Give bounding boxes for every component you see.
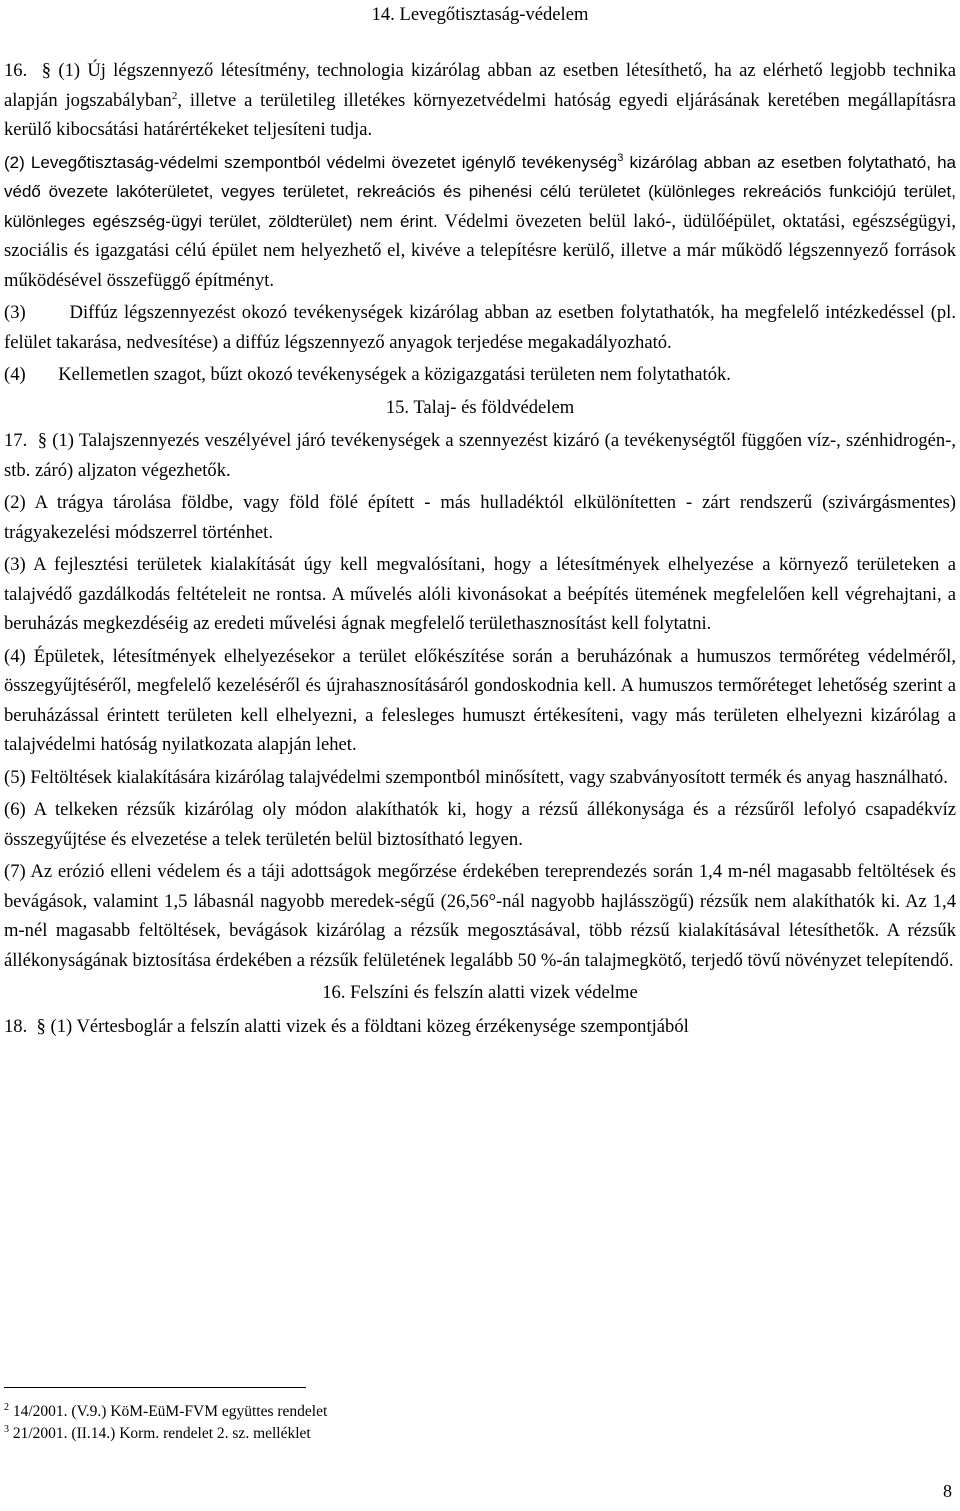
section-heading-16: 16. Felszíni és felszín alatti vizek védelme: [322, 982, 638, 1003]
section-heading-14: 14. Levegőtisztaság-védelem: [371, 4, 589, 25]
footnote-number: 3: [4, 1424, 9, 1435]
footnote-divider: [4, 1387, 306, 1388]
footnote-item: [4, 1423, 327, 1445]
paragraph-sign: §: [41, 60, 52, 81]
section-number: 18.: [4, 1015, 28, 1037]
paragraph-16-1: [4, 56, 956, 145]
footnote-number: 2: [4, 1402, 9, 1413]
section-number: 16.: [4, 60, 28, 81]
page-number: 8: [943, 1481, 952, 1501]
paragraph-sign: §: [37, 430, 48, 451]
paragraph-text: (2) Levegőtisztaság-védelmi szempontból védelmi övezetet igénylő tevékenység: [4, 152, 618, 172]
paragraph-text: (1) Talajszennyezés veszélyével járó tevékenységek a szennyezést kizáró (a tevékenységtől függően víz-, szénhidrogén-, stb. záró) aljzaton végezhetők.: [4, 430, 957, 481]
footnote-item: [4, 1401, 327, 1423]
paragraph-text: (1) Vértesboglár a felszín alatti vizek és a földtani közeg érzékenysége szempontjából: [50, 1015, 689, 1037]
paragraph-text: kizárólag abban az esetben folytatható, ha védő övezete lakóterületet, vegyes területet, rekreációs és pihenési célú területet (különleges rekreációs funkciójú terület, különleges egészség-ügyi terület, zöldterület) nem érint.: [4, 152, 956, 231]
paragraph-17-6: (6) A telkeken rézsűk kizárólag oly módon alakíthatók ki, hogy a rézsű állékonysága és a rézsűről lefolyó csapadékvíz összegyűjtése és elvezetése a telek területén belül biztosítható legyen.: [4, 799, 956, 850]
paragraph-17-2: (2) A trágya tárolása földbe, vagy föld fölé épített - más hulladéktól elkülönítetten - zárt rendszerű (szivárgásmentes) trágyakezelési módszerrel történhet.: [4, 492, 956, 543]
paragraph-17-1: [4, 426, 956, 485]
footnote-text: 21/2001. (II.14.) Korm. rendelet 2. sz. melléklet: [12, 1425, 311, 1442]
footnotes: [4, 1401, 327, 1445]
paragraph-text: Védelmi övezeten belül lakó-, üdülőépület, oktatási, egészségügyi, szociális és igazgatási célú épület nem helyezhető el, kivéve a telepítésre kerülő, illetve a már működő légszennyező források működésével összefüggő építményt.: [4, 210, 956, 291]
document-body: [4, 56, 956, 1044]
paragraph-text: , illetve a területileg illetékes környezetvédelmi hatóság egyedi eljárásának keretében megállapításra kerülő kibocsátási határértékeket teljesíteni tudja.: [4, 89, 956, 140]
section-heading-15: 15. Talaj- és földvédelem: [385, 396, 575, 418]
footnote-text: 14/2001. (V.9.) KöM-EüM-FVM együttes rendelet: [12, 1403, 328, 1420]
footnote-ref-3[interactable]: 3: [617, 151, 624, 164]
paragraph-18-1: [4, 1012, 956, 1042]
paragraph-16-4: (4) Kellemetlen szagot, bűzt okozó tevékenységek a közigazgatási területen nem folytathatók.: [4, 364, 731, 385]
section-number: 17.: [4, 430, 28, 451]
paragraph-16-2: [4, 148, 956, 296]
paragraph-16-3: (3) Diffúz légszennyezést okozó tevékenységek kizárólag abban az esetben folytathatók, ha megfelelő intézkedéssel (pl. felület takarása, nedvesítése) a diffúz légszennyező anyagok terjedése megakadályozható.: [4, 302, 956, 353]
paragraph-17-4: (4) Épületek, létesítmények elhelyezésekor a terület előkészítése során a beruházónak a humuszos termőréteg védelméről, összegyűjtéséről, megfelelő kezeléséről és újrahasznosításáról gondoskodnia kell. A humuszos termőréteget lehetőség szerint a beruházással érintett területen kell elhelyezni, a felesleges humuszt értékesíteni, vagy más területen elhelyezni kizárólag a talajvédelmi hatóság nyilatkozata alapján lehet.: [4, 645, 956, 755]
paragraph-text: (1) Új légszennyező létesítmény, technologia kizárólag abban az esetben létesíthető, ha az elérhető legjobb technika alapján jogszabályban: [4, 60, 957, 111]
paragraph-17-3: (3) A fejlesztési területek kialakítását úgy kell megvalósítani, hogy a létesítmények elhelyezése a környező területeken a talajvédő gazdálkodás feltételeit ne rontsa. A művelés alóli kivonásokat a beépítés ütemének megfelelően kell végrehajtani, a beruházás megkezdéséig az eredeti művelési ágnak megfelelő területhasznosítást kell folytatni.: [4, 554, 956, 634]
paragraph-17-5: (5) Feltöltések kialakítására kizárólag talajvédelmi szempontból minősített, vagy szabványosított termék és anyag használható.: [4, 766, 948, 788]
paragraph-17-7: (7) Az erózió elleni védelem és a táji adottságok megőrzése érdekében tereprendezés során 1,4 m-nél magasabb feltöltések és bevágások, valamint 1,5 lábasnál nagyobb meredek-ségű (26,56°-nál nagyobb hajlásszögű) rézsűk nem alakíthatók ki. Az 1,4 m-nél magasabb feltöltések, bevágások kizárólag a rézsűk megosztásával, több rézsű kialakításával létesíthetők. A rézsűk állékonyságának biztosítása érdekében a rézsűk felületének legalább 50 %-án talajmegkötő, terjedő tövű növényzet telepítendő.: [4, 861, 956, 971]
footnote-ref-2[interactable]: 2: [171, 89, 178, 102]
paragraph-sign: §: [36, 1015, 46, 1037]
